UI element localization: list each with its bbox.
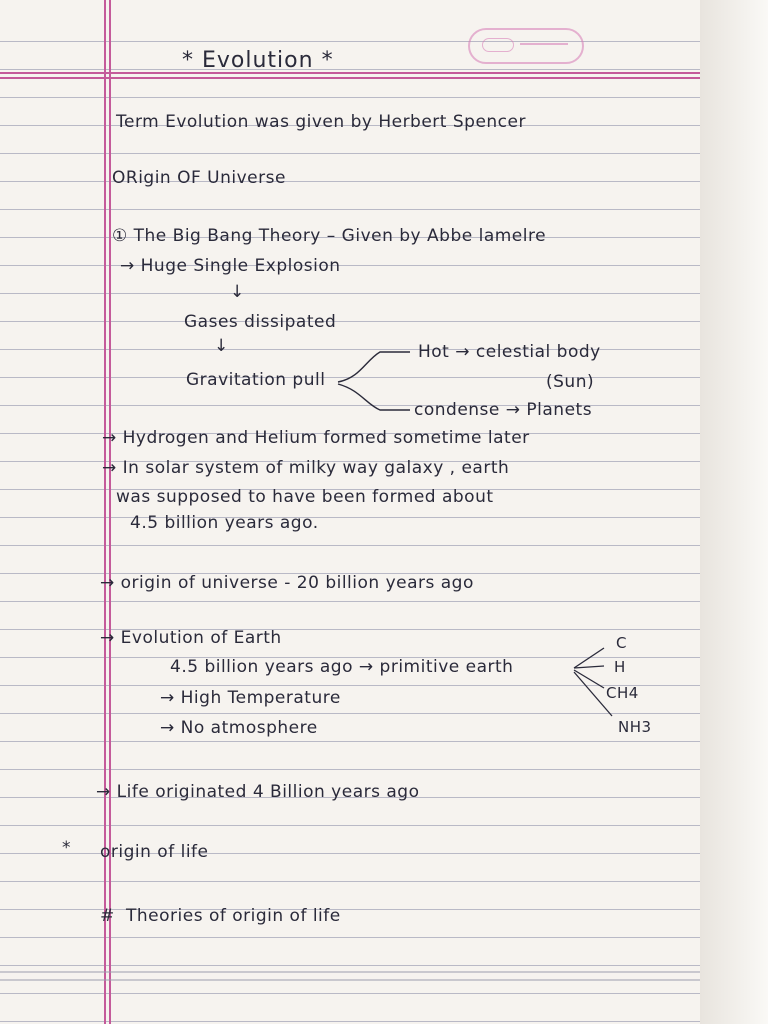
origin-universe-heading: ORigin OF Universe (112, 168, 286, 188)
evolution-earth-line: → Evolution of Earth (100, 628, 282, 648)
sun-label: (Sun) (546, 372, 595, 392)
notebook-brand-logo (468, 28, 584, 64)
down-arrow: ↓ (230, 282, 245, 302)
header-rule (0, 72, 700, 74)
header-rule-inner (0, 77, 700, 79)
theories-line: Theories of origin of life (126, 906, 341, 926)
origin-20-line: → origin of universe - 20 billion years ago (100, 573, 474, 593)
origin-of-life-heading: origin of life (100, 842, 209, 862)
star-mark: * (62, 838, 71, 858)
primitive-earth-line: 4.5 billion years ago → primitive earth (170, 657, 514, 677)
chem-nh3: NH3 (618, 718, 652, 736)
solar-line-2: was supposed to have been formed about (116, 487, 494, 507)
down-arrow: ↓ (214, 336, 229, 356)
life-originated-line: → Life originated 4 Billion years ago (96, 782, 420, 802)
bullet-mark: # (100, 906, 115, 926)
high-temperature-line: → High Temperature (160, 688, 341, 708)
huge-explosion-line: → Huge Single Explosion (120, 256, 341, 276)
solar-line-1: → In solar system of milky way galaxy , earth (102, 458, 510, 478)
page-title: * Evolution * (182, 48, 334, 73)
no-atmosphere-line: → No atmosphere (160, 718, 318, 738)
chem-ch4: CH4 (606, 684, 639, 702)
chem-h: H (614, 658, 626, 676)
margin-line (104, 0, 106, 1024)
gravitation-line: Gravitation pull (186, 370, 326, 390)
hydrogen-line: → Hydrogen and Helium formed sometime later (102, 428, 530, 448)
term-line: Term Evolution was given by Herbert Spencer (116, 112, 526, 132)
gases-line: Gases dissipated (184, 312, 337, 332)
condense-branch: condense → Planets (414, 400, 593, 420)
chem-c: C (616, 634, 627, 652)
hot-branch: Hot → celestial body (418, 342, 601, 362)
margin-line-inner (109, 0, 111, 1024)
page-edge-shadow (700, 0, 768, 1024)
solar-line-3: 4.5 billion years ago. (130, 513, 319, 533)
big-bang-line: ① The Big Bang Theory – Given by Abbe lamelre (112, 226, 547, 246)
